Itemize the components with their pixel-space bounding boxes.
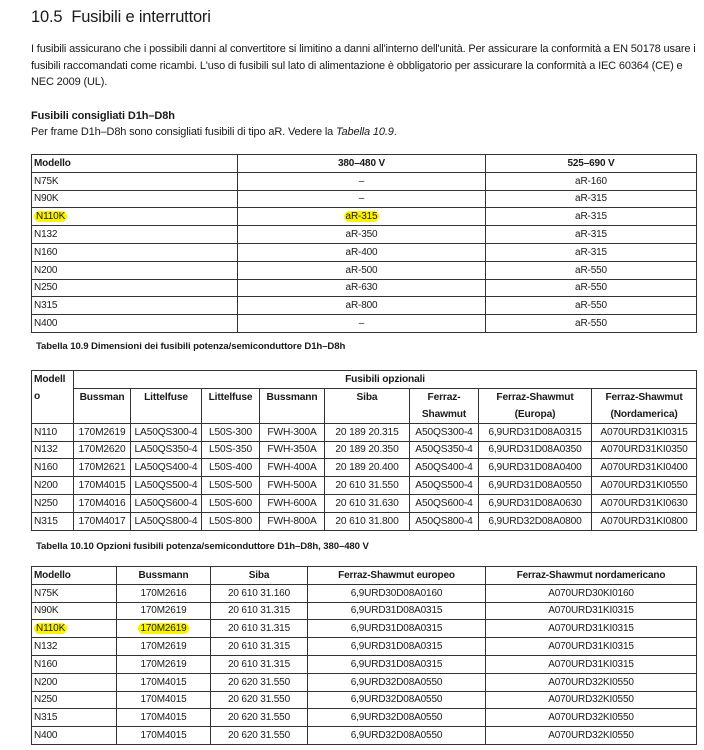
table-cell: 20 189 20.400 xyxy=(325,459,410,477)
table-cell: 6,9URD31D08A0400 xyxy=(479,459,592,477)
highlighted-text: N110K xyxy=(36,211,66,223)
table-cell: A070URD31KI0350 xyxy=(592,441,697,459)
col-header-littelfuse-1: Littelfuse xyxy=(131,388,202,423)
model-cell: N160 xyxy=(32,459,74,477)
model-cell: N250 xyxy=(32,691,117,709)
table-row xyxy=(32,727,697,745)
table-cell: aR-315 xyxy=(486,190,697,208)
optional-fuses-table xyxy=(31,370,697,531)
table-cell: 6,9URD32D08A0550 xyxy=(308,709,486,727)
table-cell: 170M4015 xyxy=(117,691,211,709)
table-cell: A070URD31KI0800 xyxy=(592,512,697,530)
table-cell: A070URD31KI0550 xyxy=(592,477,697,495)
model-cell: N90K xyxy=(32,602,117,620)
model-cell: N160 xyxy=(32,243,238,261)
table-row xyxy=(32,423,697,441)
table-cell xyxy=(238,208,486,226)
col-header-bussmann: Bussmann xyxy=(260,388,325,423)
col-header-525-690v: 525–690 V xyxy=(486,155,697,173)
table-cell: LA50QS500-4 xyxy=(131,477,202,495)
table-cell: A070URD32KI0550 xyxy=(486,673,697,691)
table-cell: 170M4017 xyxy=(74,512,131,530)
table-cell: A50QS500-4 xyxy=(410,477,479,495)
table-cell: 20 610 31.315 xyxy=(211,638,308,656)
table-row xyxy=(32,190,697,208)
table-cell: A070URD31KI0315 xyxy=(592,423,697,441)
model-cell: N400 xyxy=(32,315,238,333)
model-cell: N200 xyxy=(32,673,117,691)
table-cell: FWH-600A xyxy=(260,494,325,512)
col-header-littelfuse-2: Littelfuse xyxy=(202,388,260,423)
table-cell: aR-500 xyxy=(238,261,486,279)
table-row xyxy=(32,691,697,709)
table-group-header-row xyxy=(32,371,697,389)
table-cell: 170M4015 xyxy=(117,709,211,727)
model-cell: N160 xyxy=(32,655,117,673)
table-10-10-caption: Tabella 10.10 Opzioni fusibili potenza/semiconduttore D1h–D8h, 380–480 V xyxy=(36,541,369,552)
table-cell: FWH-300A xyxy=(260,423,325,441)
table-cell: aR-160 xyxy=(486,172,697,190)
table-row xyxy=(32,584,697,602)
table-row xyxy=(32,459,697,477)
model-cell: N200 xyxy=(32,477,74,495)
model-cell: N132 xyxy=(32,226,238,244)
table-cell: 6,9URD31D08A0550 xyxy=(479,477,592,495)
table-cell: aR-550 xyxy=(486,261,697,279)
table-cell: L50S-800 xyxy=(202,512,260,530)
table-cell: 6,9URD32D08A0550 xyxy=(308,691,486,709)
table-cell: FWH-500A xyxy=(260,477,325,495)
table-cell: 170M2619 xyxy=(117,638,211,656)
model-cell: N250 xyxy=(32,494,74,512)
table-row xyxy=(32,315,697,333)
table-row xyxy=(32,673,697,691)
table-cell: aR-315 xyxy=(486,243,697,261)
section-heading xyxy=(31,8,211,27)
table-cell: LA50QS600-4 xyxy=(131,494,202,512)
model-cell: N250 xyxy=(32,279,238,297)
table-row xyxy=(32,172,697,190)
col-header-bussman: Bussman xyxy=(74,388,131,423)
table-cell: 20 189 20.315 xyxy=(325,423,410,441)
table-cell: L50S-600 xyxy=(202,494,260,512)
highlighted-text: N110K xyxy=(36,623,66,635)
recommended-fuses-title: Fusibili consigliati D1h–D8h xyxy=(31,110,175,122)
col-header-model: Modello xyxy=(32,567,117,585)
table-cell: 6,9URD31D08A0630 xyxy=(479,494,592,512)
table-cell: 20 610 31.800 xyxy=(325,512,410,530)
table-cell: 6,9URD32D08A0550 xyxy=(308,727,486,745)
table-row xyxy=(32,620,697,638)
table-row xyxy=(32,441,697,459)
col-header-model: Modell o xyxy=(32,371,74,424)
table-cell: 6,9URD32D08A0550 xyxy=(308,673,486,691)
fuse-size-table xyxy=(31,154,697,333)
table-cell: A50QS300-4 xyxy=(410,423,479,441)
table-cell: – xyxy=(238,315,486,333)
table-row xyxy=(32,297,697,315)
table-cell: 170M2616 xyxy=(117,584,211,602)
table-row xyxy=(32,243,697,261)
table-cell: 170M2621 xyxy=(74,459,131,477)
section-title: Fusibili e interruttori xyxy=(71,8,211,26)
table-cell: aR-550 xyxy=(486,279,697,297)
col-header-ferraz-shawmut: Ferraz-Shawmut xyxy=(410,388,479,423)
col-header-ferraz-shawmut-nordamericano: Ferraz-Shawmut nordamericano xyxy=(486,567,697,585)
table-row xyxy=(32,638,697,656)
table-cell: 6,9URD31D08A0315 xyxy=(308,620,486,638)
table-cell: 20 610 31.315 xyxy=(211,655,308,673)
table-cell: 20 620 31.550 xyxy=(211,727,308,745)
table-cell: LA50QS350-4 xyxy=(131,441,202,459)
table-row xyxy=(32,261,697,279)
table-cell: 6,9URD30D08A0160 xyxy=(308,584,486,602)
table-cell: 170M2619 xyxy=(117,655,211,673)
table-row xyxy=(32,602,697,620)
table-cell: aR-800 xyxy=(238,297,486,315)
table-header-row xyxy=(32,388,697,423)
col-header-ferraz-shawmut-europeo: Ferraz-Shawmut europeo xyxy=(308,567,486,585)
table-cell: aR-550 xyxy=(486,315,697,333)
table-cell: 170M4016 xyxy=(74,494,131,512)
table-cell: 6,9URD31D08A0315 xyxy=(479,423,592,441)
model-cell: N132 xyxy=(32,441,74,459)
table-cell: A070URD31KI0315 xyxy=(486,602,697,620)
table-cell: L50S-400 xyxy=(202,459,260,477)
table-row xyxy=(32,512,697,530)
table-cell: 170M4015 xyxy=(117,673,211,691)
table-10-9-caption: Tabella 10.9 Dimensioni dei fusibili potenza/semiconduttore D1h–D8h xyxy=(36,341,346,352)
table-row xyxy=(32,279,697,297)
table-header-row xyxy=(32,155,697,173)
table-cell: 20 620 31.550 xyxy=(211,709,308,727)
model-cell: N132 xyxy=(32,638,117,656)
table-cell: A070URD31KI0315 xyxy=(486,620,697,638)
col-header-bussmann: Bussmann xyxy=(117,567,211,585)
col-header-siba: Siba xyxy=(325,388,410,423)
table-row xyxy=(32,477,697,495)
table-cell: – xyxy=(238,172,486,190)
table-cell: aR-315 xyxy=(486,226,697,244)
table-cell: A070URD32KI0550 xyxy=(486,709,697,727)
table-cell: 170M4015 xyxy=(74,477,131,495)
col-header-ferraz-shawmut-europa: Ferraz-Shawmut (Europa) xyxy=(479,388,592,423)
table-cell: 6,9URD31D08A0315 xyxy=(308,655,486,673)
table-cell: A50QS800-4 xyxy=(410,512,479,530)
table-cell: A070URD31KI0315 xyxy=(486,655,697,673)
table-cell xyxy=(117,620,211,638)
table-cell: aR-630 xyxy=(238,279,486,297)
table-cell: LA50QS800-4 xyxy=(131,512,202,530)
table-cell: 6,9URD31D08A0350 xyxy=(479,441,592,459)
group-header-optional-fuses: Fusibili opzionali xyxy=(74,371,697,389)
table-cell: A50QS400-4 xyxy=(410,459,479,477)
table-cell: 20 189 20.350 xyxy=(325,441,410,459)
highlighted-text: 170M2619 xyxy=(140,623,187,635)
table-cell: A070URD31KI0400 xyxy=(592,459,697,477)
model-cell: N75K xyxy=(32,584,117,602)
table-cell: aR-350 xyxy=(238,226,486,244)
col-header-model: Modello xyxy=(32,155,238,173)
table-cell: L50S-350 xyxy=(202,441,260,459)
table-cell: A070URD32KI0550 xyxy=(486,691,697,709)
col-header-380-480v: 380–480 V xyxy=(238,155,486,173)
table-row xyxy=(32,208,697,226)
table-cell: – xyxy=(238,190,486,208)
table-cell: 20 620 31.550 xyxy=(211,691,308,709)
recommended-fuses-text: Per frame D1h–D8h sono consigliati fusibili di tipo aR. Vedere la Tabella 10.9. xyxy=(31,126,397,138)
table-cell: A070URD31KI0315 xyxy=(486,638,697,656)
table-cell: LA50QS400-4 xyxy=(131,459,202,477)
intro-paragraph: I fusibili assicurano che i possibili danni al convertitore si limitino a danni all'interno dell'unità. Per assicurare la conformità a EN 50178 usare i fusibili raccomandati come ricambi. L'uso di fusibili sul lato di alimentazione è obbligatorio per assicurare la conformità a IEC 60364 (CE) e NEC 2009 (UL). xyxy=(31,43,696,89)
table-cell: 20 610 31.630 xyxy=(325,494,410,512)
table-cell: 170M2620 xyxy=(74,441,131,459)
section-number: 10.5 xyxy=(31,8,63,26)
table-cell: A50QS350-4 xyxy=(410,441,479,459)
table-cell: A070URD31KI0630 xyxy=(592,494,697,512)
table-cell: aR-400 xyxy=(238,243,486,261)
model-cell: N90K xyxy=(32,190,238,208)
table-cell: LA50QS300-4 xyxy=(131,423,202,441)
model-cell: N400 xyxy=(32,727,117,745)
table-cell: 20 610 31.315 xyxy=(211,620,308,638)
table-cell: aR-315 xyxy=(486,208,697,226)
table-cell: 6,9URD31D08A0315 xyxy=(308,602,486,620)
table-cell: aR-550 xyxy=(486,297,697,315)
model-cell: N75K xyxy=(32,172,238,190)
table-reference: Tabella 10.9 xyxy=(336,126,394,138)
table-cell: A070URD32KI0550 xyxy=(486,727,697,745)
col-header-siba: Siba xyxy=(211,567,308,585)
model-cell: N315 xyxy=(32,512,74,530)
table-row xyxy=(32,226,697,244)
table-cell: FWH-350A xyxy=(260,441,325,459)
table-cell: 170M4015 xyxy=(117,727,211,745)
highlighted-text: aR-315 xyxy=(345,211,378,223)
model-cell xyxy=(32,208,238,226)
table-row xyxy=(32,655,697,673)
table-cell: 6,9URD31D08A0315 xyxy=(308,638,486,656)
table-row xyxy=(32,494,697,512)
model-cell: N200 xyxy=(32,261,238,279)
model-cell: N315 xyxy=(32,297,238,315)
table-cell: A50QS600-4 xyxy=(410,494,479,512)
fuse-options-table xyxy=(31,566,697,745)
table-cell: FWH-800A xyxy=(260,512,325,530)
table-cell: 6,9URD32D08A0800 xyxy=(479,512,592,530)
model-cell: N110 xyxy=(32,423,74,441)
table-cell: 20 620 31.550 xyxy=(211,673,308,691)
table-row xyxy=(32,709,697,727)
table-cell: FWH-400A xyxy=(260,459,325,477)
table-cell: 170M2619 xyxy=(117,602,211,620)
table-cell: A070URD30KI0160 xyxy=(486,584,697,602)
model-cell xyxy=(32,620,117,638)
table-cell: L50S-500 xyxy=(202,477,260,495)
table-cell: 170M2619 xyxy=(74,423,131,441)
table-header-row xyxy=(32,567,697,585)
table-cell: 20 610 31.160 xyxy=(211,584,308,602)
model-cell: N315 xyxy=(32,709,117,727)
table-cell: 20 610 31.315 xyxy=(211,602,308,620)
table-cell: 20 610 31.550 xyxy=(325,477,410,495)
col-header-ferraz-shawmut-nordamerica: Ferraz-Shawmut (Nordamerica) xyxy=(592,388,697,423)
table-cell: L50S-300 xyxy=(202,423,260,441)
